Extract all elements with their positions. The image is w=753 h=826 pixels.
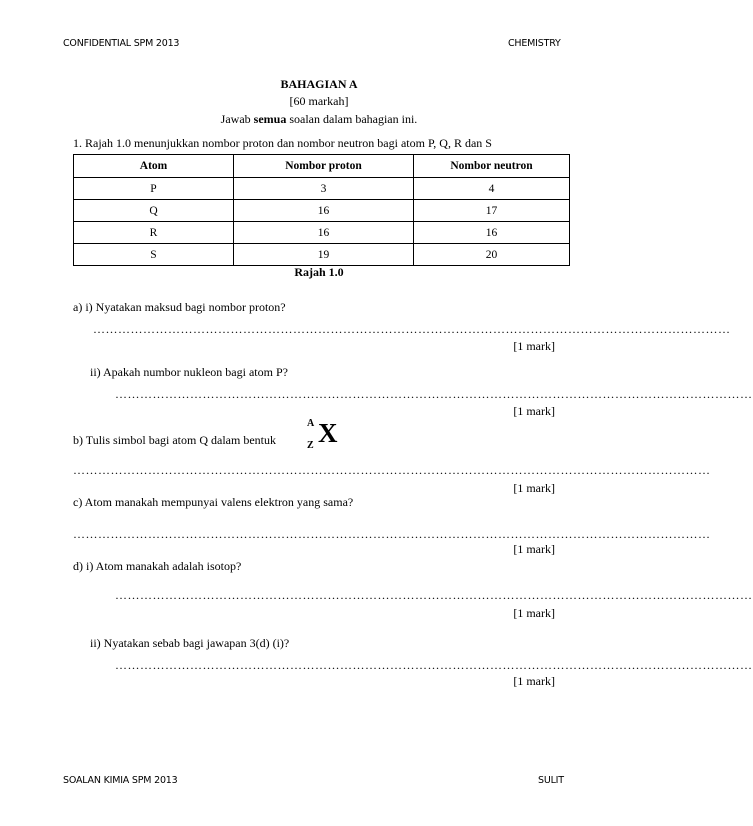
answer-line-d-i[interactable]: ……………………………………………………………………………………………………………………………………… (115, 588, 753, 602)
mark-label: [1 mark] (513, 404, 555, 418)
section-instruction (0, 112, 638, 127)
section-title: BAHAGIAN A (280, 77, 358, 91)
answer-line-b[interactable]: ……………………………………………………………………………………………………………………………………… (73, 463, 711, 477)
mark-label: [1 mark] (513, 339, 555, 353)
question-b: b) Tulis simbol bagi atom Q dalam bentuk (73, 433, 276, 447)
atom-table (73, 154, 570, 266)
symbol-element: X (318, 418, 338, 448)
section-marks: [60 markah] (289, 94, 349, 108)
question-a-i: a) i) Nyatakan maksud bagi nombor proton? (73, 300, 286, 314)
mark-label: [1 mark] (513, 674, 555, 688)
table-cell: 19 (234, 244, 414, 266)
question-c: c) Atom manakah mempunyai valens elektron yang sama? (73, 495, 354, 509)
header-left: CONFIDENTIAL SPM 2013 (63, 38, 180, 49)
instruction-pre: Jawab (220, 112, 254, 126)
footer-right: SULIT (538, 775, 564, 786)
table-header: Atom (74, 155, 234, 178)
mark-label: [1 mark] (513, 481, 555, 495)
table-caption: Rajah 1.0 (294, 265, 344, 279)
question-d-i: d) i) Atom manakah adalah isotop? (73, 559, 242, 573)
table-cell: 3 (234, 178, 414, 200)
table-cell: S (74, 244, 234, 266)
table-cell: 17 (414, 200, 570, 222)
table-cell: 16 (414, 222, 570, 244)
table-header-row (74, 155, 570, 178)
footer-left: SOALAN KIMIA SPM 2013 (63, 775, 178, 786)
table-cell: R (74, 222, 234, 244)
table-cell: 16 (234, 200, 414, 222)
table-header: Nombor proton (234, 155, 414, 178)
mark-label: [1 mark] (513, 542, 555, 556)
symbol-atomic-number: Z (307, 440, 314, 451)
table-header: Nombor neutron (414, 155, 570, 178)
question-a-ii: ii) Apakah numbor nukleon bagi atom P? (90, 365, 288, 379)
symbol-mass-number: A (307, 418, 315, 429)
table-row (74, 222, 570, 244)
instruction-bold: semua (253, 112, 287, 126)
question-1-text: 1. Rajah 1.0 menunjukkan nombor proton dan nombor neutron bagi atom P, Q, R dan S (73, 136, 492, 150)
table-cell: 20 (414, 244, 570, 266)
question-d-ii: ii) Nyatakan sebab bagi jawapan 3(d) (i)? (90, 636, 290, 650)
table-cell: 16 (234, 222, 414, 244)
table-cell: Q (74, 200, 234, 222)
instruction-post: soalan dalam bahagian ini. (286, 112, 418, 126)
table-row (74, 244, 570, 266)
table-cell: 4 (414, 178, 570, 200)
table-row (74, 200, 570, 222)
table-row (74, 178, 570, 200)
table-cell: P (74, 178, 234, 200)
answer-line-a-ii[interactable]: ……………………………………………………………………………………………………………………………………… (115, 387, 753, 401)
answer-line-d-ii[interactable]: ……………………………………………………………………………………………………………………………………… (115, 658, 753, 672)
answer-line-a-i[interactable]: ……………………………………………………………………………………………………………………………………… (93, 322, 731, 336)
mark-label: [1 mark] (513, 606, 555, 620)
header-right: CHEMISTRY (508, 38, 561, 49)
answer-line-c[interactable]: ……………………………………………………………………………………………………………………………………… (73, 527, 711, 541)
